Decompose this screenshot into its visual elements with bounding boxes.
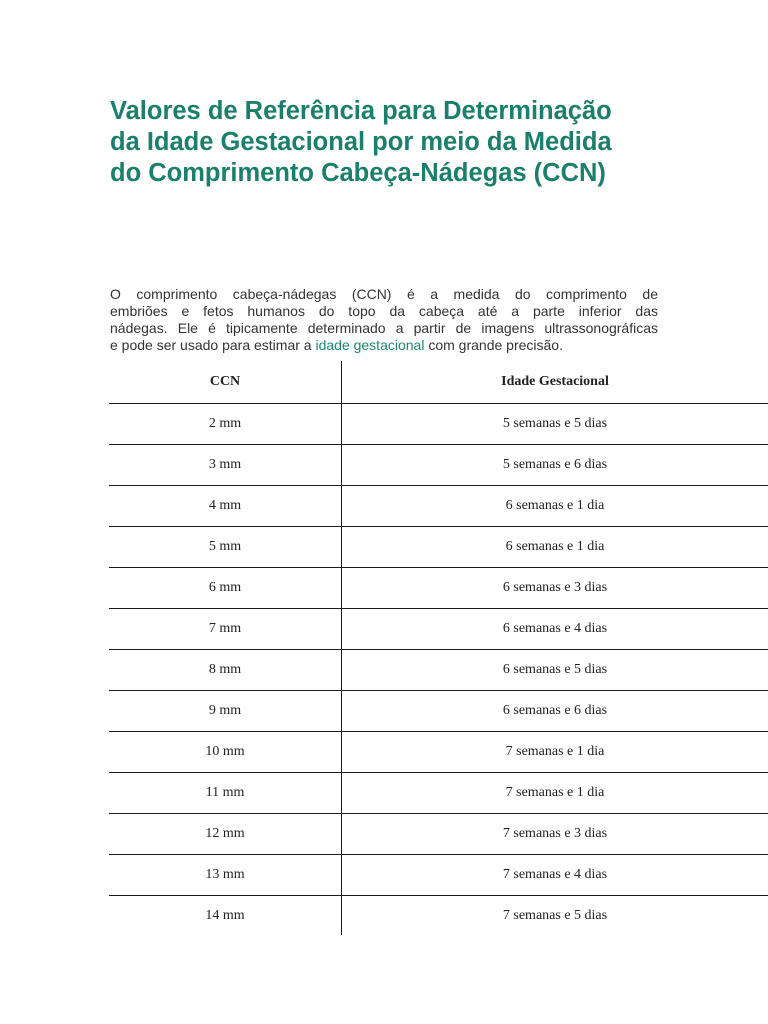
gestational-age-cell: 7 semanas e 4 dias [342, 855, 768, 896]
table-row [109, 527, 768, 568]
ccn-cell: 6 mm [109, 568, 342, 609]
gestational-age-cell: 6 semanas e 1 dia [342, 527, 768, 568]
ccn-cell: 4 mm [109, 486, 342, 527]
title-line: do Comprimento Cabeça-Nádegas (CCN) [110, 159, 606, 187]
ccn-cell: 13 mm [109, 855, 342, 896]
table-row [109, 568, 768, 609]
title-line: da Idade Gestacional por meio da Medida [110, 128, 612, 156]
table-row [109, 609, 768, 650]
gestational-age-cell: 5 semanas e 6 dias [342, 445, 768, 486]
table-header-row [109, 361, 768, 404]
ccn-cell: 5 mm [109, 527, 342, 568]
table-row [109, 691, 768, 732]
header-gestational-age: Idade Gestacional [342, 361, 768, 404]
table-row [109, 445, 768, 486]
gestational-age-cell: 6 semanas e 4 dias [342, 609, 768, 650]
intro-line: embriões e fetos humanos do topo da cabeça até a parte inferior das [110, 303, 658, 319]
gestational-age-cell: 7 semanas e 5 dias [502, 907, 608, 923]
ccn-reference-table [109, 361, 768, 935]
ccn-cell: 10 mm [109, 732, 342, 773]
table-row [109, 896, 768, 936]
table-row [109, 404, 768, 445]
gestational-age-cell: 7 semanas e 3 dias [342, 814, 768, 855]
gestational-age-link[interactable]: idade gestacional [315, 337, 425, 353]
gestational-age-cell: 6 semanas e 6 dias [342, 691, 768, 732]
page-title [110, 96, 670, 189]
ccn-cell: 7 mm [109, 609, 342, 650]
ccn-cell: 9 mm [109, 691, 342, 732]
ccn-cell: 2 mm [109, 404, 342, 445]
table-row [109, 650, 768, 691]
ccn-cell: 3 mm [109, 445, 342, 486]
ccn-cell: 11 mm [109, 773, 342, 814]
gestational-age-cell: 6 semanas e 5 dias [342, 650, 768, 691]
table-row [109, 855, 768, 896]
table-row [109, 814, 768, 855]
intro-line-prefix: e pode ser usado para estimar a [110, 337, 316, 353]
intro-line-suffix: com grande precisão. [424, 337, 563, 353]
table-row [109, 732, 768, 773]
gestational-age-cell: 6 semanas e 3 dias [342, 568, 768, 609]
ccn-cell: 8 mm [109, 650, 342, 691]
intro-line: nádegas. Ele é tipicamente determinado a partir de imagens ultrassonográficas [110, 320, 658, 336]
gestational-age-cell: 7 semanas e 1 dia [342, 732, 768, 773]
ccn-cell: 14 mm [109, 896, 342, 936]
gestational-age-cell: 7 semanas e 1 dia [342, 773, 768, 814]
intro-line: O comprimento cabeça-nádegas (CCN) é a medida do comprimento de [110, 286, 658, 302]
ccn-cell: 12 mm [109, 814, 342, 855]
title-line: Valores de Referência para Determinação [110, 97, 612, 125]
gestational-age-cell: 5 semanas e 5 dias [342, 404, 768, 445]
intro-paragraph [110, 286, 658, 354]
table-row [109, 486, 768, 527]
table-row [109, 773, 768, 814]
gestational-age-cell: 6 semanas e 1 dia [342, 486, 768, 527]
header-ccn: CCN [109, 361, 342, 404]
intro-line [110, 337, 658, 354]
